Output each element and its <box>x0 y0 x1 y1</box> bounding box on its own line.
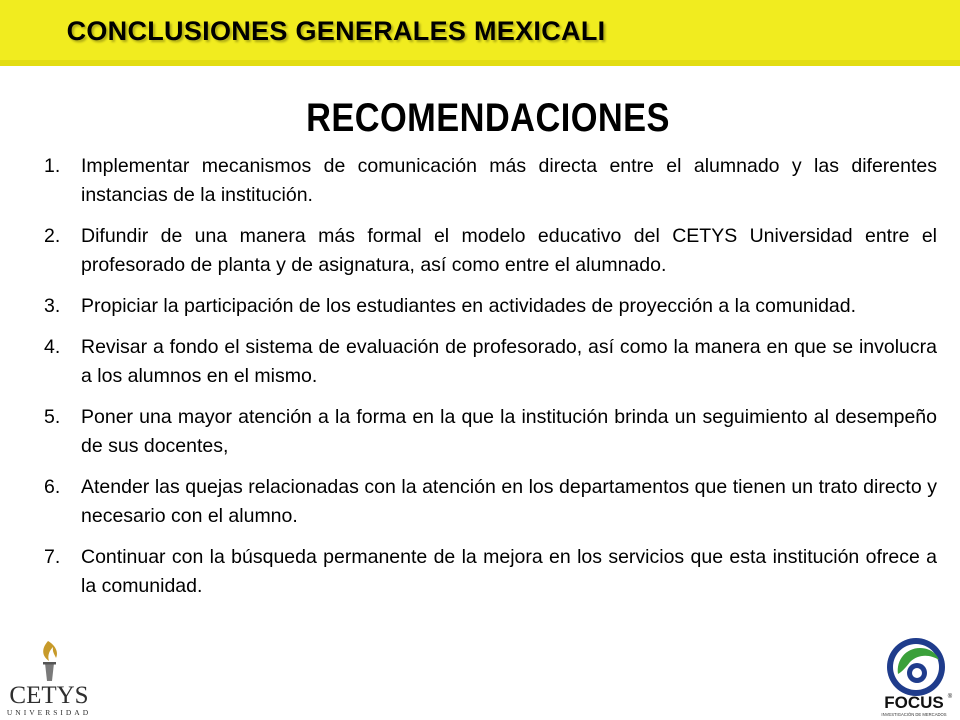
item-text: Revisar a fondo el sistema de evaluación de profesorado, así como la manera en que se involucra a los alumnos en el mismo. <box>81 336 937 387</box>
list-item <box>44 152 937 210</box>
item-text: Atender las quejas relacionadas con la atención en los departamentos que tienen un trato directo y necesario con el alumno. <box>81 476 937 527</box>
focus-logo <box>876 636 956 718</box>
list-item <box>44 292 937 321</box>
item-text: Implementar mecanismos de comunicación más directa entre el alumnado y las diferentes instancias de la institución. <box>81 155 937 206</box>
logo-text: FOCUS <box>884 693 944 712</box>
logo-subtitle: UNIVERSIDAD <box>6 708 92 717</box>
list-item <box>44 403 937 461</box>
recommendations-list <box>44 152 937 613</box>
item-number: 7. <box>44 546 61 568</box>
list-item <box>44 222 937 280</box>
item-number: 5. <box>44 406 61 428</box>
item-number: 6. <box>44 476 61 498</box>
slide-header-title: CONCLUSIONES GENERALES MEXICALI <box>66 16 606 46</box>
focus-swirl-icon <box>887 638 945 696</box>
logo-subtitle: INVESTIGACIÓN DE MERCADOS <box>881 712 947 717</box>
registered-mark: ® <box>947 694 953 700</box>
item-text: Difundir de una manera más formal el modelo educativo del CETYS Universidad entre el profesorado de planta y de asignatura, así como entre el alumnado. <box>81 225 937 276</box>
list-item <box>44 473 937 531</box>
item-text: Poner una mayor atención a la forma en la que la institución brinda un seguimiento al desempeño de sus docentes, <box>81 406 937 457</box>
item-text: Continuar con la búsqueda permanente de la mejora en los servicios que esta institución ofrece a la comunidad. <box>81 546 937 597</box>
torch-icon <box>43 641 57 681</box>
list-item <box>44 333 937 391</box>
item-number: 4. <box>44 336 61 358</box>
section-title: RECOMENDACIONES <box>306 96 670 140</box>
logo-text: CETYS <box>9 682 89 709</box>
item-text: Propiciar la participación de los estudiantes en actividades de proyección a la comunidad. <box>81 295 857 317</box>
item-number: 2. <box>44 225 61 247</box>
item-number: 3. <box>44 295 61 317</box>
list-item <box>44 543 937 601</box>
cetys-logo <box>4 637 94 717</box>
item-number: 1. <box>44 155 61 177</box>
